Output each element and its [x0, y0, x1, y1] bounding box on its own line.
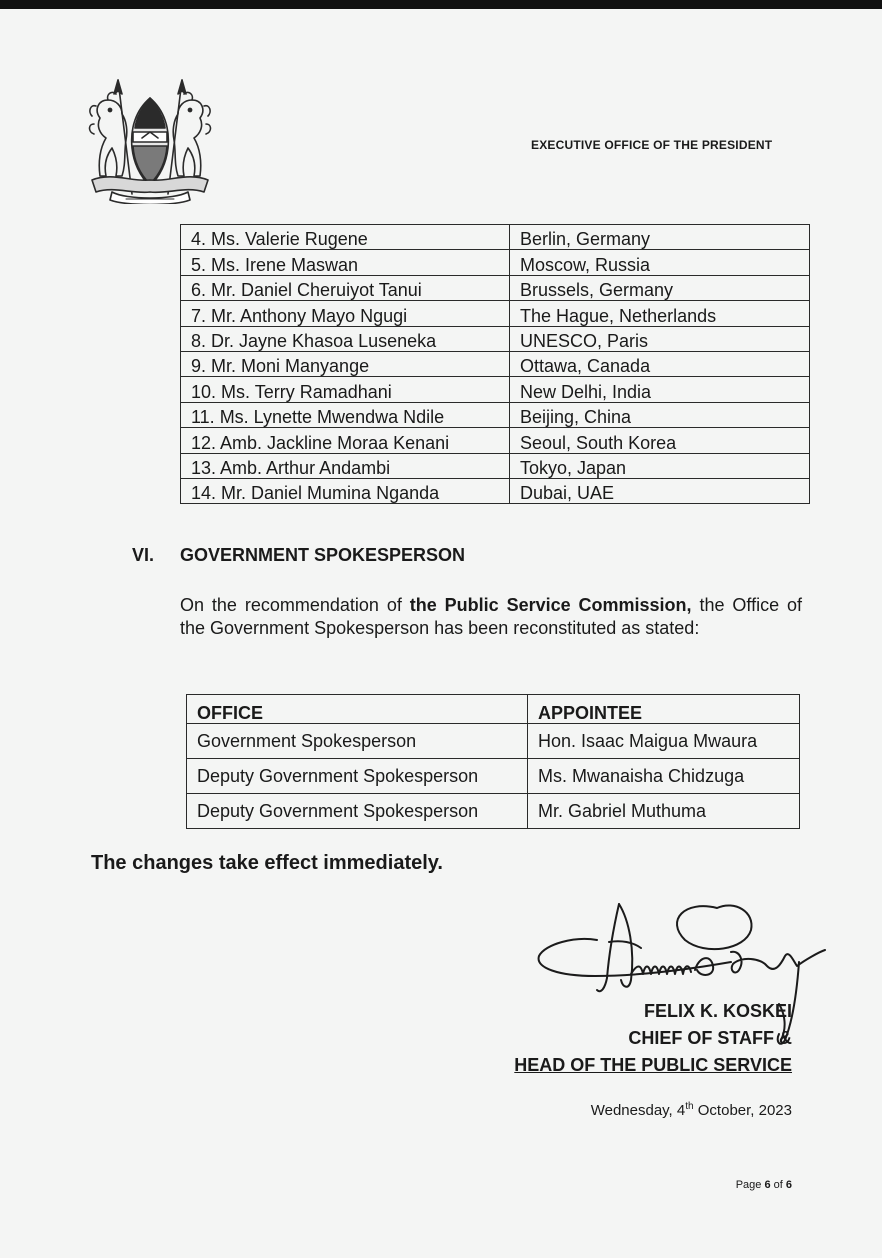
- table-row: [181, 377, 810, 402]
- paragraph-bold-text: the Public Service Commission,: [409, 595, 692, 615]
- signatory-name: FELIX K. KOSKEI: [643, 1001, 792, 1021]
- appointee-cell: Mr. Gabriel Muthuma: [528, 794, 800, 829]
- posting-station: Berlin, Germany: [510, 225, 810, 250]
- posting-name: 9. Mr. Moni Manyange: [181, 351, 510, 376]
- table-row: [181, 351, 810, 376]
- section-number: VI.: [132, 545, 155, 565]
- table-row: [181, 478, 810, 503]
- section-paragraph: [180, 594, 802, 640]
- posting-station: Ottawa, Canada: [510, 351, 810, 376]
- posting-name: 11. Ms. Lynette Mwendwa Ndile: [181, 402, 510, 427]
- posting-name: 12. Amb. Jackline Moraa Kenani: [181, 428, 510, 453]
- table-row: [181, 326, 810, 351]
- table-row: [181, 453, 810, 478]
- posting-name: 6. Mr. Daniel Cheruiyot Tanui: [181, 275, 510, 300]
- appointee-cell: Hon. Isaac Maigua Mwaura: [528, 724, 800, 759]
- paragraph-text: On the recommendation of: [180, 595, 410, 615]
- office-header: EXECUTIVE OFFICE OF THE PRESIDENT: [531, 138, 773, 152]
- posting-station: Beijing, China: [510, 402, 810, 427]
- page-total: 6: [785, 1179, 792, 1191]
- section-title: GOVERNMENT SPOKESPERSON: [180, 545, 466, 565]
- table-row: [181, 275, 810, 300]
- office-cell: Deputy Government Spokesperson: [187, 759, 528, 794]
- table-row: [187, 759, 800, 794]
- effect-statement: The changes take effect immediately.: [91, 852, 443, 874]
- header-office: OFFICE: [187, 695, 528, 724]
- posting-name: 13. Amb. Arthur Andambi: [181, 453, 510, 478]
- page-label: Page: [735, 1179, 765, 1191]
- posting-name: 7. Mr. Anthony Mayo Ngugi: [181, 301, 510, 326]
- posting-name: 14. Mr. Daniel Mumina Nganda: [181, 478, 510, 503]
- table-row: [181, 250, 810, 275]
- section-heading: [132, 545, 465, 566]
- table-row: [181, 402, 810, 427]
- posting-name: 4. Ms. Valerie Rugene: [181, 225, 510, 250]
- posting-station: New Delhi, India: [510, 377, 810, 402]
- page-number: [736, 1179, 792, 1191]
- office-cell: Government Spokesperson: [187, 724, 528, 759]
- office-cell: Deputy Government Spokesperson: [187, 794, 528, 829]
- table-row: [187, 724, 800, 759]
- posting-station: The Hague, Netherlands: [510, 301, 810, 326]
- posting-station: Seoul, South Korea: [510, 428, 810, 453]
- table-row: [187, 794, 800, 829]
- top-edge-bar: [0, 0, 882, 9]
- date-rest: October, 2023: [693, 1102, 792, 1119]
- header-appointee: APPOINTEE: [528, 695, 800, 724]
- page-separator: of: [770, 1179, 786, 1191]
- date-day: Wednesday, 4: [590, 1102, 686, 1119]
- document-date: [591, 1101, 792, 1119]
- postings-table: [180, 224, 810, 504]
- kenya-coat-of-arms-icon: [82, 76, 218, 204]
- signatory-title-line2: HEAD OF THE PUBLIC SERVICE: [514, 1055, 792, 1075]
- spokesperson-table: [186, 694, 800, 829]
- handwritten-signature-icon: [535, 890, 835, 1050]
- posting-station: Moscow, Russia: [510, 250, 810, 275]
- posting-station: Dubai, UAE: [510, 478, 810, 503]
- date-suffix: th: [685, 1101, 694, 1112]
- table-row: [181, 225, 810, 250]
- table-row: [181, 301, 810, 326]
- table-row: [181, 428, 810, 453]
- table-header-row: [187, 695, 800, 724]
- appointee-cell: Ms. Mwanaisha Chidzuga: [528, 759, 800, 794]
- posting-station: Brussels, Germany: [510, 275, 810, 300]
- posting-station: Tokyo, Japan: [510, 453, 810, 478]
- paragraph-text-end: the Office of the Government Spokesperson has been reconstituted as stated:: [180, 595, 803, 638]
- posting-name: 8. Dr. Jayne Khasoa Luseneka: [181, 326, 510, 351]
- signatory-title-line1: CHIEF OF STAFF &: [628, 1028, 792, 1048]
- posting-station: UNESCO, Paris: [510, 326, 810, 351]
- page-current: 6: [764, 1179, 771, 1191]
- posting-name: 5. Ms. Irene Maswan: [181, 250, 510, 275]
- posting-name: 10. Ms. Terry Ramadhani: [181, 377, 510, 402]
